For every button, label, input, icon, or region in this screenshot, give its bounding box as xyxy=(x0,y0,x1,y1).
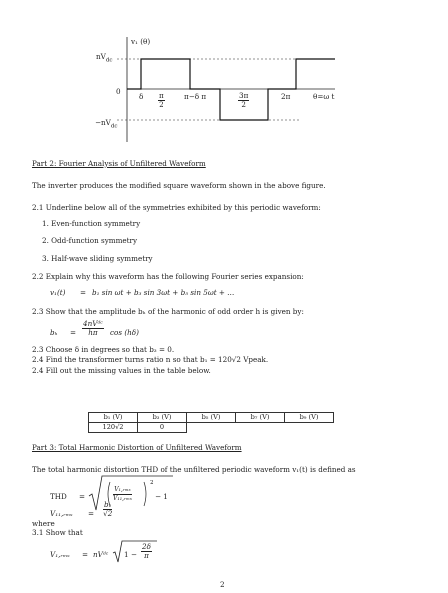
bh-lhs: bₕ xyxy=(50,328,58,337)
part2-intro: The inverter produces the modified square waveform shown in the above figure. xyxy=(32,181,326,190)
y-axis-label: v₁ (θ) xyxy=(131,37,151,46)
vrms-equals: = xyxy=(82,550,89,559)
waveform-figure xyxy=(0,0,448,160)
thd-intro: The total harmonic distortion THD of the unfiltered periodic waveform v₁(t) is defined as xyxy=(32,465,356,474)
header-b7: b₇ (V) xyxy=(236,413,285,423)
value-b1: 120√2 xyxy=(89,423,138,433)
q21-text: 2.1 Underline below all of the symmetries exhibited by this periodic waveform: xyxy=(32,203,321,212)
table-header-row xyxy=(89,413,334,423)
v11-lhs: V₁₁,ᵣₘₛ xyxy=(50,509,73,518)
thd-lhs: THD xyxy=(50,492,67,501)
value-b7 xyxy=(236,423,285,433)
value-b3: 0 xyxy=(138,423,187,433)
thd-equals: = xyxy=(79,492,86,501)
level-zero-label: 0 xyxy=(116,87,121,96)
level-neg-label: $-nV_{dc}$ xyxy=(95,118,118,130)
q23b-text: 2.3 Choose δ in degrees so that b₃ = 0. xyxy=(32,345,175,354)
tick-2pi: 2π xyxy=(281,92,291,101)
part2-title: Part 2: Fourier Analysis of Unfiltered Waveform xyxy=(32,159,206,168)
waveform-trace xyxy=(127,59,335,120)
tick-pi-over-2: $\frac{\pi}{2}$ xyxy=(159,91,164,109)
tick-pi-minus-delta: π−δ π xyxy=(184,92,207,101)
symmetry-2: 2. Odd-function symmetry xyxy=(42,236,138,245)
header-b9: b₉ (V) xyxy=(285,413,334,423)
thd-exponent: 2 xyxy=(150,480,154,486)
tick-delta: δ xyxy=(139,92,144,101)
q22-text: 2.2 Explain why this waveform has the following Fourier series expansion: xyxy=(32,272,304,281)
bh-rhs: cos (hδ) xyxy=(110,328,139,337)
series-lhs: v₁(t) xyxy=(50,288,66,297)
q31-text: 3.1 Show that xyxy=(32,528,83,537)
harmonics-table xyxy=(88,412,334,433)
x-axis-label: θ=ω t xyxy=(313,92,335,101)
page-number: 2 xyxy=(220,580,225,589)
thd-minus-one: − 1 xyxy=(155,492,168,501)
value-b9 xyxy=(285,423,334,433)
part3-title: Part 3: Total Harmonic Distortion of Unfiltered Waveform xyxy=(32,443,242,452)
bh-equals: = xyxy=(70,328,77,337)
symmetry-3: 3. Half-wave sliding symmetry xyxy=(42,254,153,263)
vrms-one-minus: 1 − xyxy=(124,550,137,559)
q24-text: 2.4 Find the transformer turns ratio n so that b₁ = 120√2 Vpeak. xyxy=(32,355,269,364)
thd-fraction: $\frac{\text{V₁,ᵣₘₛ}}{\text{V₁₁,ᵣₘₛ}}$ xyxy=(113,486,132,502)
tick-3pi-over-2: $\frac{3\pi}{2}$ xyxy=(239,91,249,109)
vrms-rhs: nVᵈᶜ xyxy=(93,550,109,559)
v11-fraction: $\frac{\text{b₁}}{√2}$ xyxy=(103,500,113,518)
q24b-text: 2.4 Fill out the missing values in the table below. xyxy=(32,366,211,375)
series-equals: = xyxy=(80,288,87,297)
level-pos-label: $nV_{dc}$ xyxy=(96,52,113,64)
vrms-fraction: $\frac{2\delta}{\pi}$ xyxy=(142,542,151,560)
series-rhs: b₁ sin ωt + b₃ sin 3ωt + b₅ sin 5ωt + … xyxy=(92,288,235,297)
v11-equals: = xyxy=(88,509,95,518)
header-b5: b₅ (V) xyxy=(187,413,236,423)
bh-fraction: $\frac{\text{4nVᵈᶜ}}{h\pi}$ xyxy=(83,319,103,337)
value-b5 xyxy=(187,423,236,433)
header-b1: b₁ (V) xyxy=(89,413,138,423)
symmetry-1: 1. Even-function symmetry xyxy=(42,219,141,228)
vrms-lhs: V₁,ᵣₘₛ xyxy=(50,550,70,559)
header-b3: b₃ (V) xyxy=(138,413,187,423)
where-label: where xyxy=(32,519,55,528)
table-value-row xyxy=(89,423,334,433)
q23-text: 2.3 Show that the amplitude bₕ of the harmonic of odd order h is given by: xyxy=(32,307,304,316)
